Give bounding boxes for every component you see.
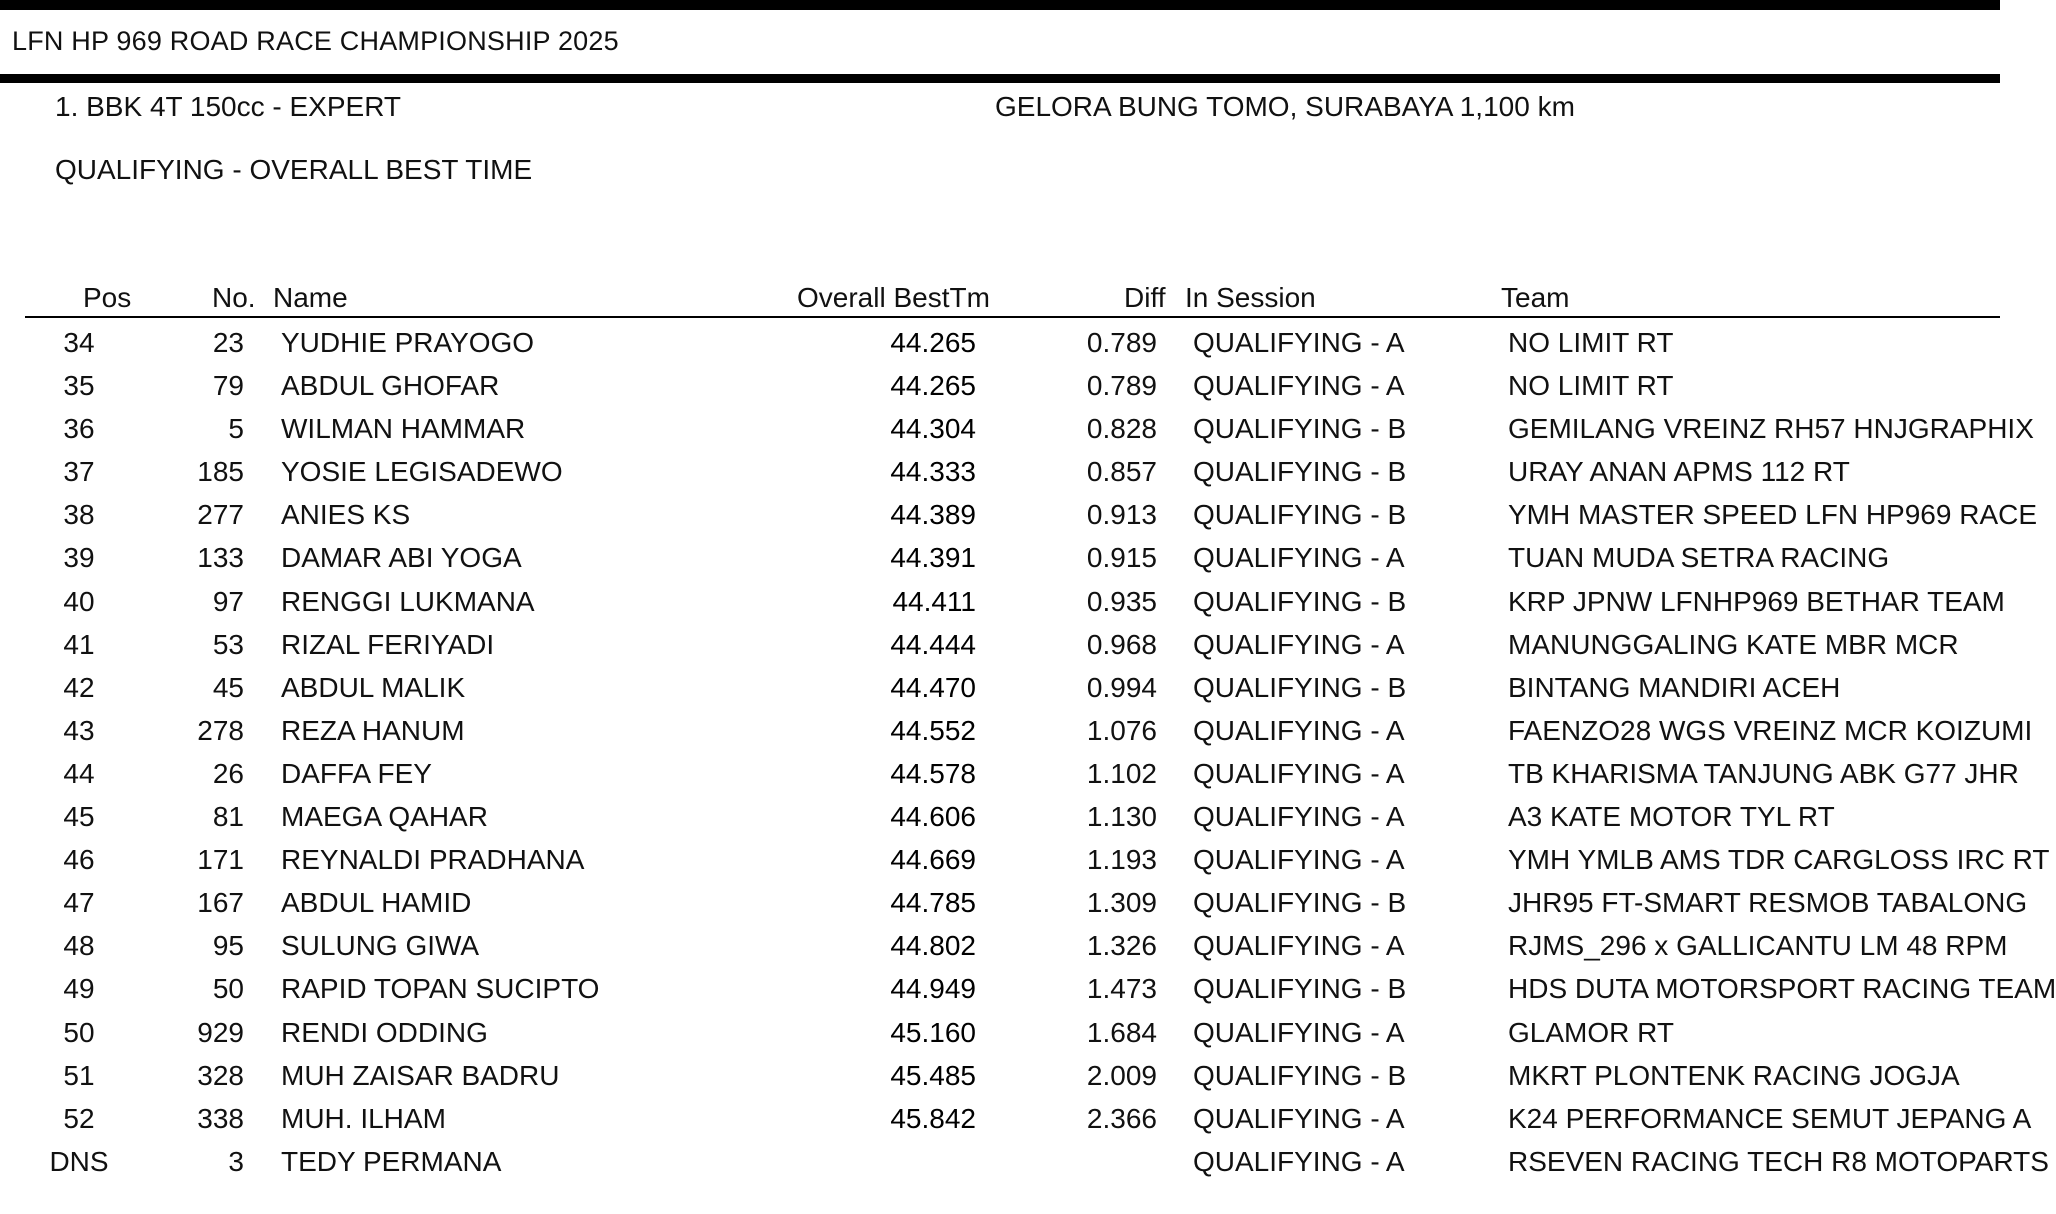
cell-pos: 35 (63, 370, 95, 402)
cell-team: NO LIMIT RT (1508, 327, 1674, 358)
cell-team: FAENZO28 WGS VREINZ MCR KOIZUMI (1508, 714, 2033, 746)
cell-rider-name: RIZAL FERIYADI (281, 628, 495, 660)
cell-pos: 37 (63, 456, 95, 488)
cell-in-session: QUALIFYING - A (1193, 370, 1405, 402)
cell-pos: 39 (63, 542, 95, 574)
cell-in-session: QUALIFYING - B (1193, 887, 1407, 919)
cell-rider-name: ANIES KS (281, 499, 411, 531)
cell-pos: 45 (63, 801, 95, 833)
table-row (0, 1013, 2000, 1056)
cell-diff: 0.857 (1086, 456, 1157, 488)
cell-team: RSEVEN RACING TECH R8 MOTOPARTS (1508, 1145, 2049, 1177)
cell-pos: 48 (63, 930, 95, 962)
cell-in-session: QUALIFYING - A (1193, 1102, 1405, 1134)
table-row (0, 711, 2033, 754)
table-row (0, 1056, 2000, 1099)
cell-team: GEMILANG VREINZ RH57 HNJGRAPHIX (1508, 413, 2034, 445)
table-row (0, 969, 2056, 1012)
cell-team: NO LIMIT RT (1508, 370, 1674, 402)
table-row (0, 582, 2005, 625)
cell-number: 50 (212, 973, 244, 1005)
cell-number: 97 (212, 585, 244, 617)
cell-rider-name: YUDHIE PRAYOGO (281, 327, 535, 358)
cell-pos: 47 (63, 887, 95, 919)
cell-team: HDS DUTA MOTORSPORT RACING TEAM (1508, 973, 2056, 1005)
cell-rider-name: RAPID TOPAN SUCIPTO (281, 973, 600, 1005)
cell-overall-best-time: 44.470 (890, 671, 976, 703)
cell-in-session: QUALIFYING - A (1193, 844, 1405, 876)
column-header-team: Team (1501, 282, 1570, 313)
cell-number: 167 (197, 887, 244, 919)
cell-number: 277 (197, 499, 244, 531)
cell-diff: 0.828 (1086, 413, 1157, 445)
cell-pos: 51 (63, 1059, 95, 1091)
cell-in-session: QUALIFYING - B (1193, 973, 1407, 1005)
cell-team: URAY ANAN APMS 112 RT (1508, 456, 1850, 488)
cell-number: 45 (212, 671, 244, 703)
table-row (0, 883, 2028, 926)
cell-pos: 46 (63, 844, 95, 876)
cell-rider-name: WILMAN HAMMAR (281, 413, 526, 445)
race-class: 1. BBK 4T 150cc - EXPERT (55, 91, 402, 122)
table-row (0, 452, 2000, 495)
cell-in-session: QUALIFYING - A (1193, 801, 1405, 833)
cell-rider-name: REYNALDI PRADHANA (281, 844, 585, 876)
cell-diff: 0.968 (1086, 628, 1157, 660)
column-header-overall-best-time: Overall BestTm (797, 282, 990, 313)
cell-rider-name: YOSIE LEGISADEWO (281, 456, 563, 488)
cell-diff: 0.994 (1086, 671, 1157, 703)
cell-overall-best-time: 44.949 (890, 973, 976, 1005)
cell-overall-best-time: 44.265 (890, 327, 976, 358)
cell-number: 81 (212, 801, 244, 833)
cell-number: 79 (212, 370, 244, 402)
cell-in-session: QUALIFYING - A (1193, 628, 1405, 660)
cell-diff: 1.326 (1086, 930, 1157, 962)
cell-in-session: QUALIFYING - A (1193, 542, 1405, 574)
cell-rider-name: RENDI ODDING (281, 1016, 488, 1048)
table-row (0, 797, 2000, 840)
cell-overall-best-time: 44.411 (892, 585, 976, 617)
cell-rider-name: TEDY PERMANA (281, 1145, 502, 1177)
cell-team: A3 KATE MOTOR TYL RT (1508, 801, 1835, 833)
table-row (0, 625, 2000, 668)
venue-info: GELORA BUNG TOMO, SURABAYA 1,100 km (995, 91, 1575, 122)
cell-rider-name: MAEGA QAHAR (281, 801, 488, 833)
cell-in-session: QUALIFYING - B (1193, 1059, 1407, 1091)
cell-team: BINTANG MANDIRI ACEH (1508, 671, 1841, 703)
table-row (0, 1099, 2032, 1142)
cell-overall-best-time: 44.552 (890, 714, 976, 746)
table-row (0, 1142, 2049, 1185)
cell-overall-best-time: 44.391 (890, 542, 976, 574)
cell-overall-best-time: 44.389 (890, 499, 976, 531)
cell-pos: 40 (63, 585, 95, 617)
column-header-in-session: In Session (1185, 282, 1316, 313)
cell-team: YMH YMLB AMS TDR CARGLOSS IRC RT (1508, 844, 2050, 876)
table-row (0, 538, 2000, 581)
cell-team: KRP JPNW LFNHP969 BETHAR TEAM (1508, 585, 2005, 617)
cell-in-session: QUALIFYING - B (1193, 671, 1407, 703)
cell-rider-name: SULUNG GIWA (281, 930, 480, 962)
cell-pos: 43 (63, 714, 95, 746)
cell-number: 133 (197, 542, 244, 574)
header-rule (25, 316, 2000, 318)
cell-rider-name: ABDUL MALIK (281, 671, 466, 703)
cell-rider-name: ABDUL HAMID (281, 887, 472, 919)
cell-overall-best-time: 44.578 (890, 757, 976, 789)
cell-pos: 44 (63, 757, 95, 789)
cell-rider-name: RENGGI LUKMANA (281, 585, 535, 617)
table-row (0, 495, 2038, 538)
cell-pos: DNS (49, 1145, 109, 1177)
top-rule (0, 0, 2000, 10)
cell-overall-best-time: 44.669 (890, 844, 976, 876)
cell-number: 278 (197, 714, 244, 746)
cell-in-session: QUALIFYING - B (1193, 413, 1407, 445)
cell-diff: 1.130 (1086, 801, 1157, 833)
cell-rider-name: DAMAR ABI YOGA (281, 542, 522, 574)
cell-number: 929 (197, 1016, 244, 1048)
cell-number: 328 (197, 1059, 244, 1091)
cell-diff: 2.009 (1086, 1059, 1157, 1091)
cell-pos: 52 (63, 1102, 95, 1134)
cell-diff: 0.915 (1086, 542, 1157, 574)
cell-pos: 34 (63, 327, 95, 358)
cell-pos: 36 (63, 413, 95, 445)
table-row (0, 366, 2000, 409)
cell-in-session: QUALIFYING - B (1193, 456, 1407, 488)
cell-rider-name: DAFFA FEY (281, 757, 432, 789)
table-row (0, 668, 2000, 711)
cell-overall-best-time: 44.802 (890, 930, 976, 962)
cell-number: 171 (197, 844, 244, 876)
cell-team: JHR95 FT-SMART RESMOB TABALONG (1508, 887, 2028, 919)
cell-team: TB KHARISMA TANJUNG ABK G77 JHR (1508, 757, 2019, 789)
cell-number: 23 (212, 327, 244, 358)
cell-number: 53 (212, 628, 244, 660)
cell-diff: 0.789 (1086, 327, 1157, 358)
cell-in-session: QUALIFYING - B (1193, 585, 1407, 617)
cell-number: 338 (197, 1102, 244, 1134)
cell-diff: 0.913 (1086, 499, 1157, 531)
cell-rider-name: MUH ZAISAR BADRU (281, 1059, 560, 1091)
cell-overall-best-time: 44.785 (890, 887, 976, 919)
table-body (0, 323, 2056, 1185)
cell-diff: 1.684 (1086, 1016, 1157, 1048)
title-rule (0, 74, 2000, 83)
cell-diff: 1.102 (1086, 757, 1157, 789)
cell-number: 185 (197, 456, 244, 488)
cell-number: 3 (228, 1145, 244, 1177)
event-title: LFN HP 969 ROAD RACE CHAMPIONSHIP 2025 (12, 26, 619, 56)
cell-overall-best-time: 44.333 (890, 456, 976, 488)
cell-in-session: QUALIFYING - A (1193, 1145, 1405, 1177)
cell-diff: 1.076 (1086, 714, 1157, 746)
cell-number: 26 (212, 757, 244, 789)
session-title: QUALIFYING - OVERALL BEST TIME (55, 154, 533, 185)
cell-number: 5 (228, 413, 244, 445)
cell-diff: 0.789 (1086, 370, 1157, 402)
cell-team: K24 PERFORMANCE SEMUT JEPANG A (1508, 1102, 2032, 1134)
cell-in-session: QUALIFYING - A (1193, 1016, 1405, 1048)
column-header-no: No. (212, 282, 256, 313)
column-header-name: Name (273, 282, 348, 313)
cell-pos: 50 (63, 1016, 95, 1048)
cell-overall-best-time: 44.304 (890, 413, 976, 445)
cell-team: GLAMOR RT (1508, 1016, 1674, 1048)
cell-in-session: QUALIFYING - A (1193, 930, 1405, 962)
column-header-diff: Diff (1124, 282, 1166, 313)
cell-in-session: QUALIFYING - A (1193, 714, 1405, 746)
cell-team: MANUNGGALING KATE MBR MCR (1508, 628, 1959, 660)
cell-diff: 2.366 (1086, 1102, 1157, 1134)
cell-team: MKRT PLONTENK RACING JOGJA (1508, 1059, 1960, 1091)
cell-rider-name: REZA HANUM (281, 714, 465, 746)
cell-number: 95 (212, 930, 244, 962)
cell-team: TUAN MUDA SETRA RACING (1508, 542, 1890, 574)
table-row (0, 409, 2034, 452)
table-row (0, 840, 2050, 883)
cell-overall-best-time: 45.485 (890, 1059, 976, 1091)
cell-rider-name: ABDUL GHOFAR (281, 370, 500, 402)
cell-pos: 42 (63, 671, 95, 703)
cell-overall-best-time: 45.160 (890, 1016, 976, 1048)
cell-rider-name: MUH. ILHAM (281, 1102, 446, 1134)
cell-in-session: QUALIFYING - B (1193, 499, 1407, 531)
cell-diff: 0.935 (1086, 585, 1157, 617)
cell-pos: 41 (63, 628, 95, 660)
cell-diff: 1.193 (1086, 844, 1157, 876)
column-header-pos: Pos (83, 282, 132, 313)
table-row (0, 926, 2008, 969)
cell-overall-best-time: 44.444 (890, 628, 976, 660)
cell-overall-best-time: 44.606 (890, 801, 976, 833)
cell-team: YMH MASTER SPEED LFN HP969 RACE (1508, 499, 2038, 531)
table-row (0, 754, 2019, 797)
cell-diff: 1.473 (1086, 973, 1157, 1005)
cell-overall-best-time: 45.842 (890, 1102, 976, 1134)
cell-pos: 38 (63, 499, 95, 531)
cell-overall-best-time: 44.265 (890, 370, 976, 402)
cell-pos: 49 (63, 973, 95, 1005)
cell-in-session: QUALIFYING - A (1193, 327, 1405, 358)
cell-in-session: QUALIFYING - A (1193, 757, 1405, 789)
cell-team: RJMS_296 x GALLICANTU LM 48 RPM (1508, 930, 2008, 962)
table-row (0, 323, 2000, 366)
cell-diff: 1.309 (1086, 887, 1157, 919)
